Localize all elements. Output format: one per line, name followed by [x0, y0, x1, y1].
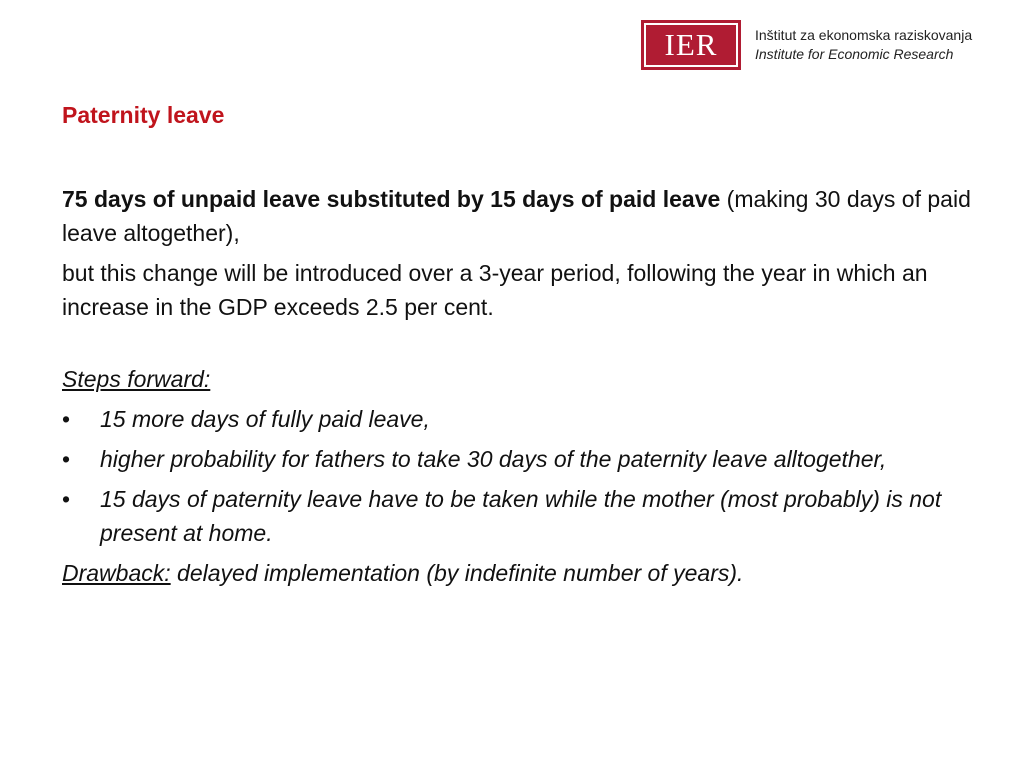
institute-name-slovene: Inštitut za ekonomska raziskovanja — [755, 27, 973, 43]
bullet-icon: • — [62, 486, 71, 512]
ier-logo-mark — [641, 20, 741, 70]
list-item — [62, 442, 972, 476]
second-paragraph: but this change will be introduced over a 3-year period, following the year in which an increase in the GDP exceeds 2.5 per cent. — [62, 260, 928, 320]
bullet-icon: • — [62, 406, 71, 432]
slide-body — [62, 182, 972, 596]
drawback-paragraph — [62, 556, 972, 590]
drawback-label: Drawback: — [62, 560, 171, 586]
drawback-text: delayed implementation (by indefinite number of years). — [170, 560, 744, 586]
intro-bold-text: 75 days of unpaid leave substituted by 15 days of paid leave — [62, 186, 721, 212]
list-item-text: higher probability for fathers to take 30 days of the paternity leave alltogether, — [100, 446, 887, 472]
list-item — [62, 482, 972, 550]
list-item-text: 15 more days of fully paid leave, — [100, 406, 430, 432]
slide-title: Paternity leave — [62, 102, 225, 128]
institute-name-english: Institute for Economic Research — [755, 46, 954, 62]
intro-paragraph — [62, 182, 972, 250]
list-item-text: 15 days of paternity leave have to be taken while the mother (most probably) is not present at home. — [100, 486, 942, 546]
bullet-icon: • — [62, 446, 71, 472]
steps-list — [62, 402, 972, 550]
spacer — [62, 330, 972, 362]
logo-names — [755, 26, 972, 64]
steps-heading: Steps forward: — [62, 366, 211, 392]
list-item — [62, 402, 972, 436]
institute-logo — [641, 20, 972, 70]
intro-rest-text: (making 30 days of paid leave altogether), — [62, 186, 971, 246]
logo-mark-text: IER — [664, 27, 718, 62]
